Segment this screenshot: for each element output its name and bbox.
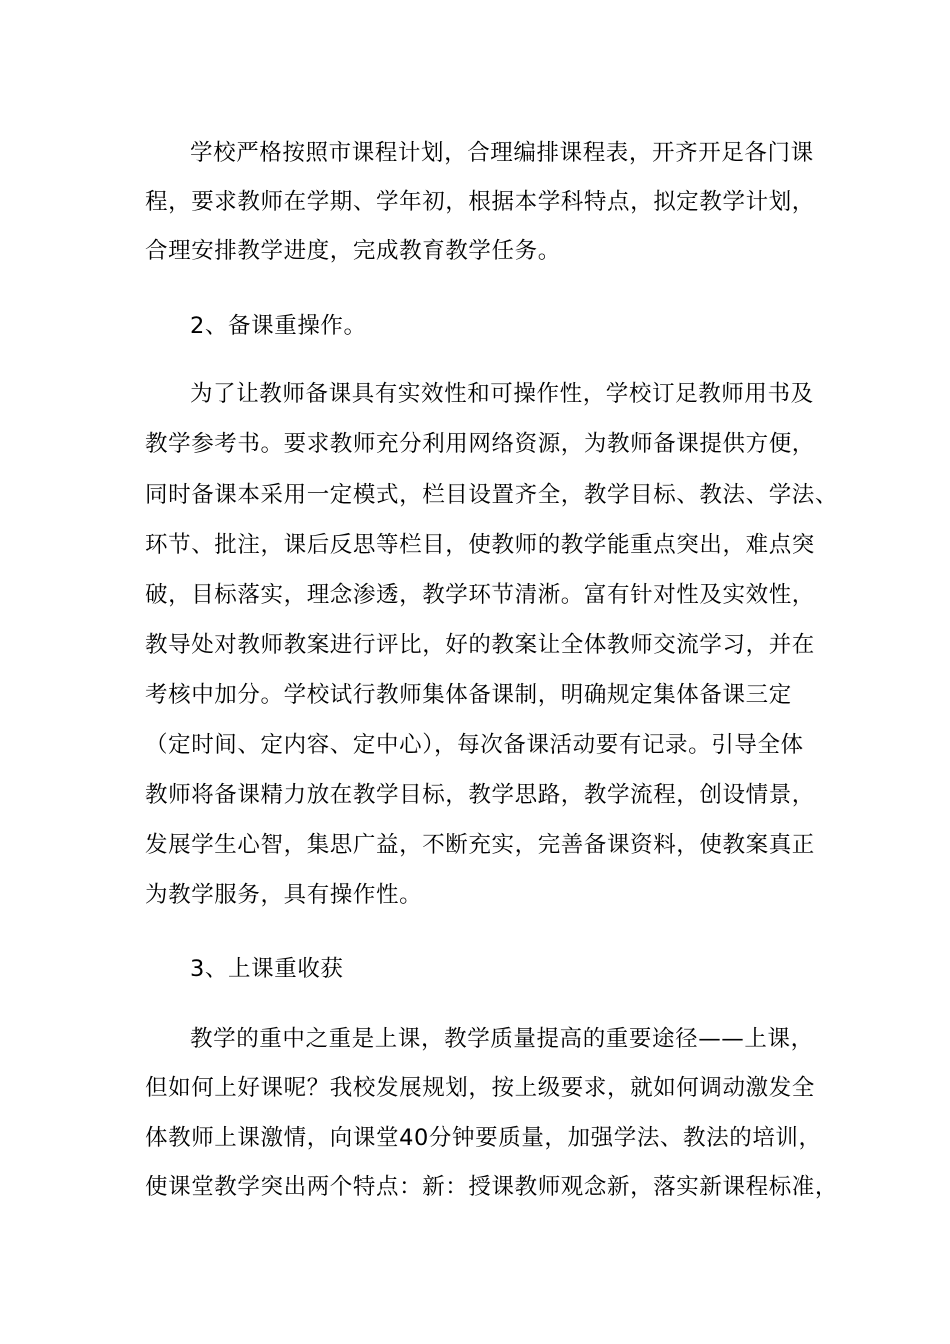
- section-heading-3: 3、上课重收获: [190, 956, 344, 982]
- paragraph-3-line-3: 体教师上课激情，向课堂40分钟要质量，加强学法、教法的培训，: [145, 1125, 822, 1151]
- paragraph-2-line-11: 为教学服务，具有操作性。: [145, 882, 423, 908]
- paragraph-2-line-3: 同时备课本采用一定模式，栏目设置齐全，教学目标、教法、学法、: [145, 482, 839, 508]
- paragraph-2-line-7: 考核中加分。学校试行教师集体备课制，明确规定集体备课三定: [145, 682, 792, 708]
- paragraph-2-line-6: 教导处对教师教案进行评比，好的教案让全体教师交流学习，并在: [145, 632, 815, 658]
- paragraph-2-line-10: 发展学生心智，集思广益，不断充实，完善备课资料，使教案真正: [145, 832, 815, 858]
- paragraph-2-line-2: 教学参考书。要求教师充分利用网络资源，为教师备课提供方便，: [145, 431, 815, 457]
- paragraph-3-line-1: 教学的重中之重是上课，教学质量提高的重要途径——上课，: [190, 1026, 814, 1052]
- paragraph-2-line-9: 教师将备课精力放在教学目标，教学思路，教学流程，创设情景，: [145, 782, 815, 808]
- section-heading-2: 2、备课重操作。: [190, 313, 367, 339]
- paragraph-1-line-3: 合理安排教学进度，完成教育教学任务。: [145, 238, 561, 264]
- paragraph-3-line-4: 使课堂教学突出两个特点：新：授课教师观念新，落实新课程标准，: [145, 1174, 839, 1200]
- paragraph-1-line-2: 程，要求教师在学期、学年初，根据本学科特点，拟定教学计划，: [145, 189, 815, 215]
- paragraph-1-line-1: 学校严格按照市课程计划，合理编排课程表，开齐开足各门课: [190, 140, 814, 166]
- paragraph-2-line-1: 为了让教师备课具有实效性和可操作性，学校订足教师用书及: [190, 381, 814, 407]
- paragraph-2-line-4: 环节、批注，课后反思等栏目，使教师的教学能重点突出，难点突: [145, 532, 815, 558]
- paragraph-3-line-2: 但如何上好课呢？我校发展规划，按上级要求，就如何调动激发全: [145, 1075, 815, 1101]
- paragraph-2-line-5: 破，目标落实，理念渗透，教学环节清淅。富有针对性及实效性，: [145, 582, 815, 608]
- paragraph-2-line-8: （定时间、定内容、定中心），每次备课活动要有记录。引导全体: [145, 732, 804, 758]
